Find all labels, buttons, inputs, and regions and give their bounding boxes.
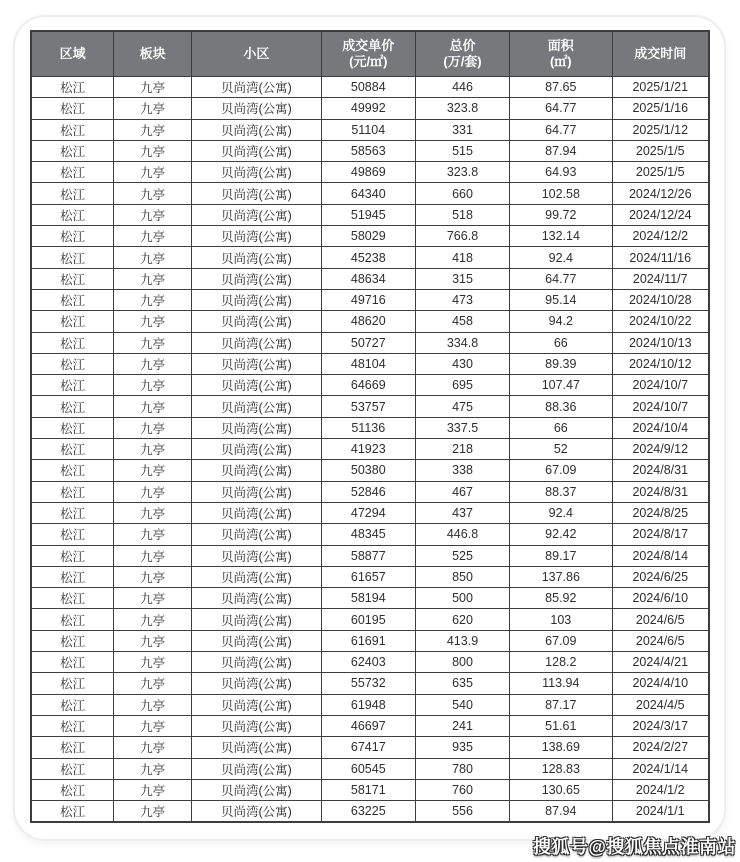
table-cell: 94.2 — [510, 311, 612, 332]
table-cell: 松江 — [31, 183, 114, 204]
table-cell: 61691 — [321, 630, 415, 651]
table-cell: 64.77 — [510, 98, 612, 119]
table-cell: 437 — [415, 502, 509, 523]
table-cell: 323.8 — [415, 162, 509, 183]
table-cell: 松江 — [31, 758, 114, 779]
table-cell: 贝尚湾(公寓) — [192, 77, 321, 98]
table-cell: 2025/1/16 — [612, 98, 709, 119]
table-cell: 九亭 — [114, 545, 192, 566]
table-cell: 138.69 — [510, 737, 612, 758]
column-header-3: 小区 — [192, 31, 321, 77]
table-cell: 446.8 — [415, 524, 509, 545]
table-cell: 48634 — [321, 268, 415, 289]
table-cell: 2024/11/16 — [612, 247, 709, 268]
table-cell: 556 — [415, 801, 509, 823]
table-cell: 松江 — [31, 332, 114, 353]
table-cell: 128.83 — [510, 758, 612, 779]
table-cell: 338 — [415, 460, 509, 481]
table-row — [31, 779, 709, 800]
table-cell: 695 — [415, 375, 509, 396]
table-header — [31, 31, 709, 77]
table-cell: 315 — [415, 268, 509, 289]
table-cell: 松江 — [31, 226, 114, 247]
table-cell: 贝尚湾(公寓) — [192, 311, 321, 332]
table-cell: 2024/12/2 — [612, 226, 709, 247]
table-cell: 218 — [415, 439, 509, 460]
table-cell: 九亭 — [114, 715, 192, 736]
table-cell: 松江 — [31, 502, 114, 523]
table-cell: 松江 — [31, 673, 114, 694]
table-cell: 64.93 — [510, 162, 612, 183]
table-cell: 113.94 — [510, 673, 612, 694]
column-header-1: 区域 — [31, 31, 114, 77]
table-cell: 53757 — [321, 396, 415, 417]
table-cell: 935 — [415, 737, 509, 758]
table-cell: 贝尚湾(公寓) — [192, 226, 321, 247]
table-cell: 松江 — [31, 715, 114, 736]
table-cell: 松江 — [31, 77, 114, 98]
table-cell: 87.17 — [510, 694, 612, 715]
table-cell: 132.14 — [510, 226, 612, 247]
table-cell: 89.39 — [510, 353, 612, 374]
table-cell: 2024/1/2 — [612, 779, 709, 800]
table-row — [31, 247, 709, 268]
table-cell: 九亭 — [114, 588, 192, 609]
table-cell: 130.65 — [510, 779, 612, 800]
table-cell: 525 — [415, 545, 509, 566]
table-cell: 58877 — [321, 545, 415, 566]
table-cell: 贝尚湾(公寓) — [192, 460, 321, 481]
table-cell: 松江 — [31, 801, 114, 823]
table-cell: 贝尚湾(公寓) — [192, 694, 321, 715]
table-cell: 2024/4/21 — [612, 652, 709, 673]
table-cell: 松江 — [31, 98, 114, 119]
column-header-4: 成交单价 (元/㎡) — [321, 31, 415, 77]
table-cell: 九亭 — [114, 779, 192, 800]
table-cell: 九亭 — [114, 566, 192, 587]
table-cell: 334.8 — [415, 332, 509, 353]
table-cell: 49869 — [321, 162, 415, 183]
table-cell: 2024/2/27 — [612, 737, 709, 758]
table-cell: 贝尚湾(公寓) — [192, 779, 321, 800]
table-cell: 贝尚湾(公寓) — [192, 183, 321, 204]
table-cell: 58563 — [321, 140, 415, 161]
table-cell: 2025/1/5 — [612, 140, 709, 161]
table-cell: 49992 — [321, 98, 415, 119]
table-cell: 2024/1/14 — [612, 758, 709, 779]
table-cell: 85.92 — [510, 588, 612, 609]
table-row — [31, 694, 709, 715]
table-cell: 贝尚湾(公寓) — [192, 332, 321, 353]
table-cell: 2024/6/5 — [612, 609, 709, 630]
table-cell: 2024/10/22 — [612, 311, 709, 332]
table-row — [31, 801, 709, 823]
table-cell: 660 — [415, 183, 509, 204]
table-cell: 850 — [415, 566, 509, 587]
table-cell: 2024/10/13 — [612, 332, 709, 353]
table-cell: 87.94 — [510, 140, 612, 161]
table-cell: 九亭 — [114, 524, 192, 545]
table-cell: 松江 — [31, 694, 114, 715]
table-row — [31, 268, 709, 289]
table-cell: 51104 — [321, 119, 415, 140]
table-row — [31, 353, 709, 374]
table-cell: 九亭 — [114, 183, 192, 204]
table-cell: 55732 — [321, 673, 415, 694]
table-cell: 九亭 — [114, 77, 192, 98]
table-cell: 九亭 — [114, 481, 192, 502]
table-cell: 贝尚湾(公寓) — [192, 140, 321, 161]
table-cell: 2024/12/24 — [612, 204, 709, 225]
table-cell: 620 — [415, 609, 509, 630]
table-cell: 松江 — [31, 119, 114, 140]
table-cell: 430 — [415, 353, 509, 374]
table-cell: 2024/8/17 — [612, 524, 709, 545]
table-cell: 99.72 — [510, 204, 612, 225]
table-cell: 九亭 — [114, 609, 192, 630]
table-cell: 九亭 — [114, 801, 192, 823]
table-cell: 48345 — [321, 524, 415, 545]
table-cell: 337.5 — [415, 417, 509, 438]
table-cell: 贝尚湾(公寓) — [192, 588, 321, 609]
table-cell: 467 — [415, 481, 509, 502]
table-cell: 473 — [415, 289, 509, 310]
table-cell: 64340 — [321, 183, 415, 204]
table-cell: 贝尚湾(公寓) — [192, 481, 321, 502]
table-cell: 2024/8/31 — [612, 481, 709, 502]
table-cell: 2024/10/7 — [612, 375, 709, 396]
column-header-6: 面积 (㎡) — [510, 31, 612, 77]
table-cell: 贝尚湾(公寓) — [192, 417, 321, 438]
table-cell: 51.61 — [510, 715, 612, 736]
table-row — [31, 439, 709, 460]
transactions-table — [30, 30, 710, 823]
table-cell: 2024/6/10 — [612, 588, 709, 609]
table-cell: 九亭 — [114, 332, 192, 353]
table-row — [31, 673, 709, 694]
table-cell: 62403 — [321, 652, 415, 673]
table-cell: 58194 — [321, 588, 415, 609]
table-cell: 87.94 — [510, 801, 612, 823]
table-cell: 松江 — [31, 588, 114, 609]
table-cell: 贝尚湾(公寓) — [192, 268, 321, 289]
table-cell: 413.9 — [415, 630, 509, 651]
table-cell: 66 — [510, 417, 612, 438]
table-cell: 松江 — [31, 162, 114, 183]
table-row — [31, 502, 709, 523]
table-row — [31, 630, 709, 651]
table-cell: 2024/3/17 — [612, 715, 709, 736]
table-cell: 九亭 — [114, 375, 192, 396]
table-cell: 58171 — [321, 779, 415, 800]
table-cell: 贝尚湾(公寓) — [192, 630, 321, 651]
table-body — [31, 77, 709, 823]
table-cell: 2024/9/12 — [612, 439, 709, 460]
table-cell: 475 — [415, 396, 509, 417]
table-cell: 103 — [510, 609, 612, 630]
table-cell: 2024/10/28 — [612, 289, 709, 310]
table-cell: 贝尚湾(公寓) — [192, 652, 321, 673]
table-row — [31, 652, 709, 673]
table-cell: 松江 — [31, 439, 114, 460]
table-cell: 241 — [415, 715, 509, 736]
table-cell: 松江 — [31, 353, 114, 374]
table-cell: 323.8 — [415, 98, 509, 119]
table-cell: 48104 — [321, 353, 415, 374]
table-cell: 九亭 — [114, 652, 192, 673]
table-cell: 102.58 — [510, 183, 612, 204]
table-cell: 九亭 — [114, 268, 192, 289]
table-cell: 540 — [415, 694, 509, 715]
table-cell: 2024/6/5 — [612, 630, 709, 651]
table-cell: 92.4 — [510, 247, 612, 268]
table-row — [31, 396, 709, 417]
table-cell: 52 — [510, 439, 612, 460]
column-header-7: 成交时间 — [612, 31, 709, 77]
table-cell: 贝尚湾(公寓) — [192, 375, 321, 396]
table-row — [31, 98, 709, 119]
table-cell: 500 — [415, 588, 509, 609]
table-cell: 50380 — [321, 460, 415, 481]
table-cell: 九亭 — [114, 162, 192, 183]
watermark: 搜狐号@搜狐焦点淮南站 — [532, 837, 736, 857]
table-cell: 九亭 — [114, 439, 192, 460]
table-row — [31, 566, 709, 587]
table-row — [31, 289, 709, 310]
table-cell: 贝尚湾(公寓) — [192, 673, 321, 694]
table-cell: 贝尚湾(公寓) — [192, 609, 321, 630]
table-cell: 贝尚湾(公寓) — [192, 204, 321, 225]
table-cell: 贝尚湾(公寓) — [192, 162, 321, 183]
table-cell: 九亭 — [114, 140, 192, 161]
table-cell: 2024/10/12 — [612, 353, 709, 374]
table-cell: 2024/4/5 — [612, 694, 709, 715]
table-cell: 九亭 — [114, 630, 192, 651]
table-cell: 松江 — [31, 311, 114, 332]
table-row — [31, 737, 709, 758]
table-cell: 87.65 — [510, 77, 612, 98]
table-cell: 松江 — [31, 524, 114, 545]
table-cell: 九亭 — [114, 289, 192, 310]
table-cell: 137.86 — [510, 566, 612, 587]
table-cell: 92.4 — [510, 502, 612, 523]
table-cell: 50884 — [321, 77, 415, 98]
table-cell: 九亭 — [114, 119, 192, 140]
table-cell: 贝尚湾(公寓) — [192, 119, 321, 140]
header-row — [31, 31, 709, 77]
table-cell: 46697 — [321, 715, 415, 736]
table-cell: 九亭 — [114, 204, 192, 225]
table-cell: 780 — [415, 758, 509, 779]
table-row — [31, 758, 709, 779]
table-cell: 2025/1/21 — [612, 77, 709, 98]
table-cell: 2024/6/25 — [612, 566, 709, 587]
table-cell: 63225 — [321, 801, 415, 823]
table-row — [31, 311, 709, 332]
table-cell: 52846 — [321, 481, 415, 502]
table-cell: 2024/10/4 — [612, 417, 709, 438]
table-cell: 64.77 — [510, 119, 612, 140]
table-cell: 2024/12/26 — [612, 183, 709, 204]
table-cell: 51945 — [321, 204, 415, 225]
table-cell: 九亭 — [114, 247, 192, 268]
table-cell: 九亭 — [114, 694, 192, 715]
table-cell: 松江 — [31, 417, 114, 438]
table-cell: 458 — [415, 311, 509, 332]
table-cell: 松江 — [31, 204, 114, 225]
table-cell: 515 — [415, 140, 509, 161]
table-cell: 2024/8/14 — [612, 545, 709, 566]
column-header-2: 板块 — [114, 31, 192, 77]
table-cell: 107.47 — [510, 375, 612, 396]
table-cell: 800 — [415, 652, 509, 673]
table-cell: 九亭 — [114, 226, 192, 247]
table-cell: 61948 — [321, 694, 415, 715]
table-cell: 67417 — [321, 737, 415, 758]
table-cell: 贝尚湾(公寓) — [192, 524, 321, 545]
table-cell: 2024/1/1 — [612, 801, 709, 823]
table-cell: 松江 — [31, 545, 114, 566]
table-cell: 50727 — [321, 332, 415, 353]
table-cell: 九亭 — [114, 98, 192, 119]
table-cell: 67.09 — [510, 460, 612, 481]
table-cell: 41923 — [321, 439, 415, 460]
table-cell: 766.8 — [415, 226, 509, 247]
table-cell: 贝尚湾(公寓) — [192, 758, 321, 779]
column-header-5: 总价 (万/套) — [415, 31, 509, 77]
table-cell: 2024/11/7 — [612, 268, 709, 289]
table-cell: 九亭 — [114, 737, 192, 758]
table-row — [31, 481, 709, 502]
table-cell: 松江 — [31, 396, 114, 417]
table-cell: 贝尚湾(公寓) — [192, 715, 321, 736]
table-cell: 松江 — [31, 652, 114, 673]
table-row — [31, 417, 709, 438]
table-cell: 88.36 — [510, 396, 612, 417]
table-cell: 47294 — [321, 502, 415, 523]
table-cell: 64.77 — [510, 268, 612, 289]
table-row — [31, 204, 709, 225]
table-row — [31, 183, 709, 204]
table-row — [31, 524, 709, 545]
table-cell: 松江 — [31, 566, 114, 587]
table-row — [31, 162, 709, 183]
table-cell: 446 — [415, 77, 509, 98]
table-row — [31, 588, 709, 609]
table-cell: 九亭 — [114, 758, 192, 779]
table-cell: 635 — [415, 673, 509, 694]
table-row — [31, 460, 709, 481]
table-cell: 贝尚湾(公寓) — [192, 289, 321, 310]
table-cell: 松江 — [31, 268, 114, 289]
table-cell: 518 — [415, 204, 509, 225]
table-cell: 64669 — [321, 375, 415, 396]
table-cell: 45238 — [321, 247, 415, 268]
table-cell: 贝尚湾(公寓) — [192, 247, 321, 268]
table-cell: 贝尚湾(公寓) — [192, 737, 321, 758]
table-cell: 贝尚湾(公寓) — [192, 439, 321, 460]
table-cell: 九亭 — [114, 502, 192, 523]
table-cell: 2025/1/12 — [612, 119, 709, 140]
table-cell: 331 — [415, 119, 509, 140]
table-cell: 松江 — [31, 481, 114, 502]
table-cell: 九亭 — [114, 311, 192, 332]
table-cell: 松江 — [31, 737, 114, 758]
table-cell: 九亭 — [114, 417, 192, 438]
table-cell: 松江 — [31, 140, 114, 161]
table-cell: 松江 — [31, 609, 114, 630]
table-cell: 2024/10/7 — [612, 396, 709, 417]
table-cell: 贝尚湾(公寓) — [192, 396, 321, 417]
table-cell: 2024/8/25 — [612, 502, 709, 523]
table-cell: 51136 — [321, 417, 415, 438]
table-row — [31, 77, 709, 98]
table-cell: 九亭 — [114, 396, 192, 417]
table-cell: 67.09 — [510, 630, 612, 651]
table-cell: 贝尚湾(公寓) — [192, 98, 321, 119]
table-cell: 九亭 — [114, 460, 192, 481]
table-cell: 89.17 — [510, 545, 612, 566]
table-cell: 松江 — [31, 375, 114, 396]
table-cell: 418 — [415, 247, 509, 268]
table-row — [31, 609, 709, 630]
table-cell: 66 — [510, 332, 612, 353]
table-cell: 88.37 — [510, 481, 612, 502]
table-row — [31, 140, 709, 161]
table-cell: 58029 — [321, 226, 415, 247]
table-cell: 九亭 — [114, 353, 192, 374]
table-cell: 贝尚湾(公寓) — [192, 502, 321, 523]
table-cell: 2025/1/5 — [612, 162, 709, 183]
table-row — [31, 226, 709, 247]
table-cell: 60545 — [321, 758, 415, 779]
table-cell: 61657 — [321, 566, 415, 587]
table-cell: 松江 — [31, 460, 114, 481]
table-cell: 松江 — [31, 630, 114, 651]
table-cell: 92.42 — [510, 524, 612, 545]
table-row — [31, 332, 709, 353]
table-cell: 95.14 — [510, 289, 612, 310]
table-cell: 松江 — [31, 779, 114, 800]
table-row — [31, 375, 709, 396]
table-cell: 九亭 — [114, 673, 192, 694]
table-cell: 760 — [415, 779, 509, 800]
table-cell: 松江 — [31, 247, 114, 268]
table-cell: 2024/4/10 — [612, 673, 709, 694]
table-cell: 2024/8/31 — [612, 460, 709, 481]
table-cell: 48620 — [321, 311, 415, 332]
table-cell: 贝尚湾(公寓) — [192, 566, 321, 587]
table-cell: 49716 — [321, 289, 415, 310]
table-cell: 贝尚湾(公寓) — [192, 801, 321, 823]
table-row — [31, 715, 709, 736]
table-row — [31, 545, 709, 566]
table-cell: 贝尚湾(公寓) — [192, 353, 321, 374]
table-cell: 60195 — [321, 609, 415, 630]
table-cell: 松江 — [31, 289, 114, 310]
table-cell: 贝尚湾(公寓) — [192, 545, 321, 566]
table-row — [31, 119, 709, 140]
table-cell: 128.2 — [510, 652, 612, 673]
